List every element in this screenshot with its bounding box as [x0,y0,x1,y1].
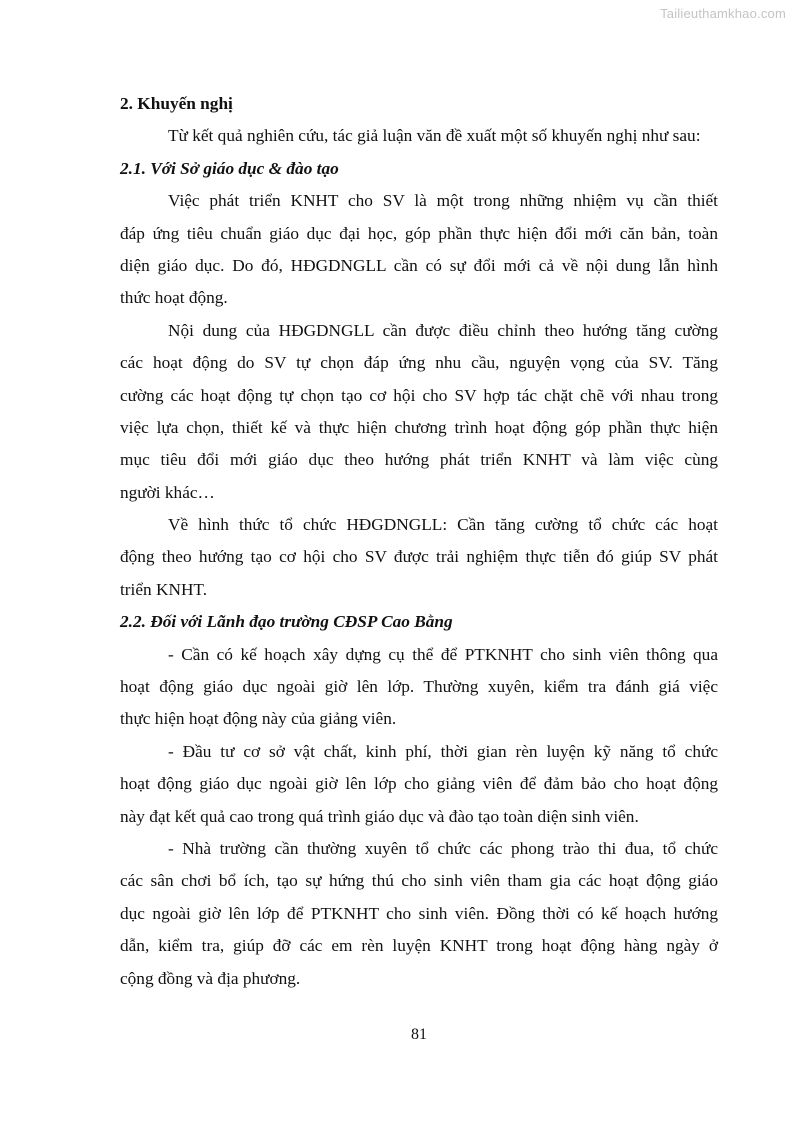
bullet-line: - Cần có kế hoạch xây dựng cụ thể để PTKNHT cho sinh viên thông qua [168,644,718,664]
bullet-line: - Nhà trường cần thường xuyên tổ chức các phong trào thi đua, tổ chức [168,838,718,858]
subsection-heading-2-2: 2.2. Đối với Lãnh đạo trường CĐSP Cao Bằng [120,612,453,632]
section-heading: 2. Khuyến nghị [120,94,233,113]
paragraph-line: này đạt kết quả cao trong quá trình giáo dục và đào tạo toàn diện sinh viên. [120,806,639,826]
paragraph-line: cộng đồng và địa phương. [120,968,301,988]
paragraph-line: Nội dung của HĐGDNGLL cần được điều chỉnh theo hướng tăng cường [168,320,718,340]
watermark: Tailieuthamkhao.com [660,6,786,21]
paragraph-line: triển KNHT. [120,579,208,599]
intro-text: Từ kết quả nghiên cứu, tác giả luận văn đề xuất một số khuyến nghị như sau: [168,126,701,146]
paragraph-line: các hoạt động do SV tự chọn đáp ứng nhu cầu, nguyện vọng của SV. Tăng [120,353,718,373]
paragraph-line: đáp ứng tiêu chuẩn giáo dục đại học, góp phần thực hiện đổi mới căn bản, toàn [120,223,718,243]
bullet-line: - Đầu tư cơ sở vật chất, kinh phí, thời gian rèn luyện kỹ năng tổ chức [168,741,718,761]
paragraph-line: cường các hoạt động tự chọn tạo cơ hội cho SV hợp tác chặt chẽ với nhau trong [120,385,718,405]
paragraph-line: các sân chơi bổ ích, tạo sự hứng thú cho sinh viên tham gia các hoạt động giáo [120,871,718,891]
paragraph-line: dục ngoài giờ lên lớp để PTKNHT cho sinh viên. Đồng thời có kế hoạch hướng [120,903,718,923]
paragraph-line: mục tiêu đổi mới giáo dục theo hướng phát triển KNHT và làm việc cùng [120,450,718,470]
paragraph-line: việc lựa chọn, thiết kế và thực hiện chương trình hoạt động góp phần thực hiện [120,417,718,437]
paragraph-line: dẫn, kiểm tra, giúp đỡ các em rèn luyện KNHT trong hoạt động hàng ngày ở [120,936,718,956]
paragraph-line: diện giáo dục. Do đó, HĐGDNGLL cần có sự đổi mới cả về nội dung lẫn hình [120,255,718,275]
paragraph-line: thức hoạt động. [120,288,228,308]
paragraph-line: người khác… [120,482,215,502]
subsection-heading-2-1: 2.1. Với Sở giáo dục & đào tạo [120,158,339,178]
paragraph-line: Việc phát triển KNHT cho SV là một trong những nhiệm vụ cần thiết [168,191,718,211]
paragraph-line: Về hình thức tổ chức HĐGDNGLL: Cần tăng cường tổ chức các hoạt [168,515,718,535]
document-body [120,88,718,995]
paragraph-line: hoạt động giáo dục ngoài giờ lên lớp. Thường xuyên, kiểm tra đánh giá việc [120,677,718,697]
page-number: 81 [411,1026,427,1043]
paragraph-line: thực hiện hoạt động này của giảng viên. [120,709,397,729]
paragraph-line: hoạt động giáo dục ngoài giờ lên lớp cho giảng viên để đảm bảo cho hoạt động [120,774,718,794]
paragraph-line: động theo hướng tạo cơ hội cho SV được trải nghiệm thực tiễn đó giúp SV phát [120,547,718,567]
